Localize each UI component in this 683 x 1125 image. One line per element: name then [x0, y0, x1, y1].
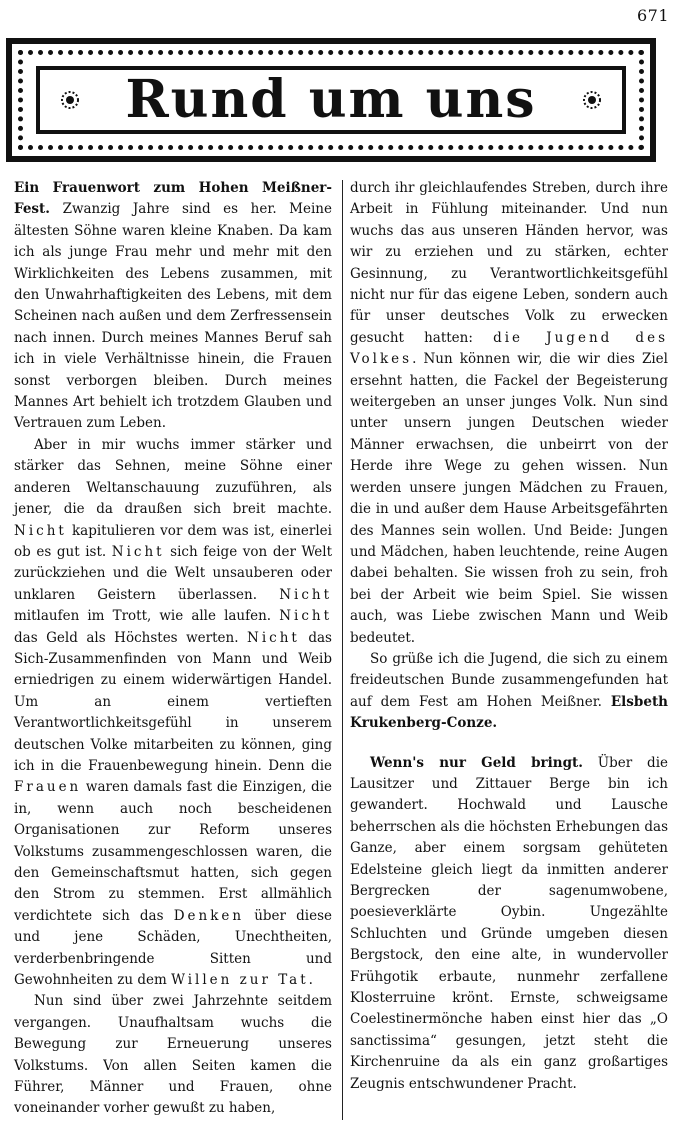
text: durch ihr gleichlaufendes Streben, durch ihre Arbeit in Fühlung miteinander. Und nun wuchs das aus unseren Händen hervor, was wir zu erziehen und zu stärken, echter Gesinnung, zu Verantwortlichkeitsgefühl nicht nur für das eigene Leben, sondern auch für unser deutsches Volk zu erwecken gesucht hatten:: [350, 180, 668, 346]
emphasis: Willen zur Tat: [171, 972, 309, 989]
paragraph: [350, 649, 668, 735]
article-heading: Wenn's nur Geld bringt.: [370, 754, 583, 771]
paragraph: [350, 178, 668, 649]
emphasis: Nicht: [247, 629, 300, 646]
article-heading: Ein Frauenwort zum Hohen Meißner-Fest.: [14, 180, 332, 218]
emphasis: die Jugend des Volkes: [350, 329, 668, 368]
emphasis: Denken: [173, 907, 245, 924]
text: Über die Lausitzer und Zittauer Berge bin ich gewandert. Hochwald und Lausche beherrschen als die höchsten Erhebungen das Ganze, aber einem sorgsam gehüteten Edelsteine gleich liegt da inmitten anderer Bergrecken der sagenumwobene, poesieverklärte Oybin. Ungezählte Schluchten und Gründe umgeben diesen Bergstock, den eine alte, in wundervoller Frühgotik erbaute, nunmehr zerfallene Klosterruine krönt. Ernste, schweigsame Coelestinermönche haben einst hier das „O sanctissima“ gesungen, jetzt steht die Kirchenruine da als ein ganz großartiges Zeugnis entschwundener Pracht.: [350, 754, 668, 1092]
paragraph: Nun sind über zwei Jahrzehnte seitdem vergangen. Unaufhaltsam wuchs die Bewegung zur Erneuerung unseres Volkstums. Von allen Seiten kamen die Führer, Männer und Frauen, ohne voneinander vorher gewußt zu haben,: [14, 993, 332, 1117]
section-title: Rund um uns: [125, 69, 537, 130]
article-columns: [14, 178, 674, 1123]
page-number: 671: [636, 6, 669, 25]
column-divider: [342, 180, 343, 1120]
text: waren damals fast die Einzigen, die in, wenn auch noch bescheidenen Organisationen zur Reform unseres Volkstums zusammengeschlossen waren, die den Gemeinschaftsmut hatten, sich gegen den Strom zu stemmen. Erst allmählich verdichtete sich das: [14, 779, 332, 924]
title-banner: [6, 38, 656, 162]
flower-ornament-icon: [582, 90, 602, 110]
emphasis: Nicht: [279, 608, 332, 625]
text: Zwanzig Jahre sind es her. Meine ältesten Söhne waren kleine Knaben. Da kam ich als junge Frau mehr und mehr mit den Wirklichkeiten des Lebens zusammen, mit den Unwahrhaftigkeiten des Lebens, mit dem Scheinen nach außen und dem Zerfressensein nach innen. Durch meines Mannes Beruf sah ich in viele Verhältnisse hinein, die Frauen sonst verborgen bleiben. Durch meines Mannes Art behielt ich trotzdem Glauben und Vertrauen zum Leben.: [14, 201, 332, 432]
emphasis: Nicht: [111, 543, 165, 560]
author-signature: Elsbeth Krukenberg-Conze.: [350, 693, 668, 732]
text: .: [308, 972, 313, 989]
text: sich feige von der Welt zurückziehen und die Welt unsauberen oder unklaren Geistern überlassen.: [14, 543, 332, 603]
banner-inner-frame: [36, 66, 626, 134]
paragraph: [14, 178, 332, 435]
emphasis: Nicht: [279, 586, 332, 603]
flower-ornament-icon: [60, 90, 80, 110]
text: Aber in mir wuchs immer stärker und stärker das Sehnen, meine Söhne einer anderen Weltanschauung zuzuführen, als jener, die da draußen sich breit machte.: [14, 436, 332, 518]
text: kapitulieren vor dem was ist, einerlei ob es gut ist.: [14, 522, 332, 560]
left-column: [14, 178, 332, 1120]
paragraph: [14, 435, 332, 992]
text: So grüße ich die Jugend, die sich zu einem freideutschen Bunde zusammengefunden hat auf dem Fest am Hohen Meißner.: [350, 650, 668, 710]
text: das Geld als Höchstes werten.: [14, 629, 248, 646]
right-column: [350, 178, 668, 1095]
text: das Sich-Zusammenfinden von Mann und Weib erniedrigen zu einem widerwärtigen Handel. Um an einem vertieften Verantwortlichkeitsgefühl in unserem deutschen Volke mitarbeiten zu können, ging ich in die Frauenbewegung hinein. Denn die: [14, 629, 332, 774]
emphasis: Frauen: [14, 779, 82, 796]
text: . Nun können wir, die wir dies Ziel ersehnt hatten, die Fackel der Begeisterung weitergeben an unser junges Volk. Nun sind unter unsern jungen Deutschen wieder Männer erwachsen, die unbeirrt von der Herde ihre Wege zu gehen wissen. Nun werden unsere jungen Mädchen zu Frauen, die in und außer dem Hause Arbeitsgefährten des Mannes sein wollen. Und Beide: Jungen und Mädchen, haben leuchtende, reine Augen dabei behalten. Sie wissen froh zu sein, froh bei der Arbeit wie beim Spiel. Sie wissen auch, was Liebe zwischen Mann und Weib bedeutet.: [350, 351, 668, 646]
text: mitlaufen im Trott, wie alle laufen.: [14, 608, 280, 625]
emphasis: Nicht: [14, 522, 67, 539]
paragraph: [350, 753, 668, 1096]
text: über diese und jene Schäden, Unechtheiten, verderbenbringende Sitten und Gewohnheiten zu dem: [14, 907, 333, 989]
